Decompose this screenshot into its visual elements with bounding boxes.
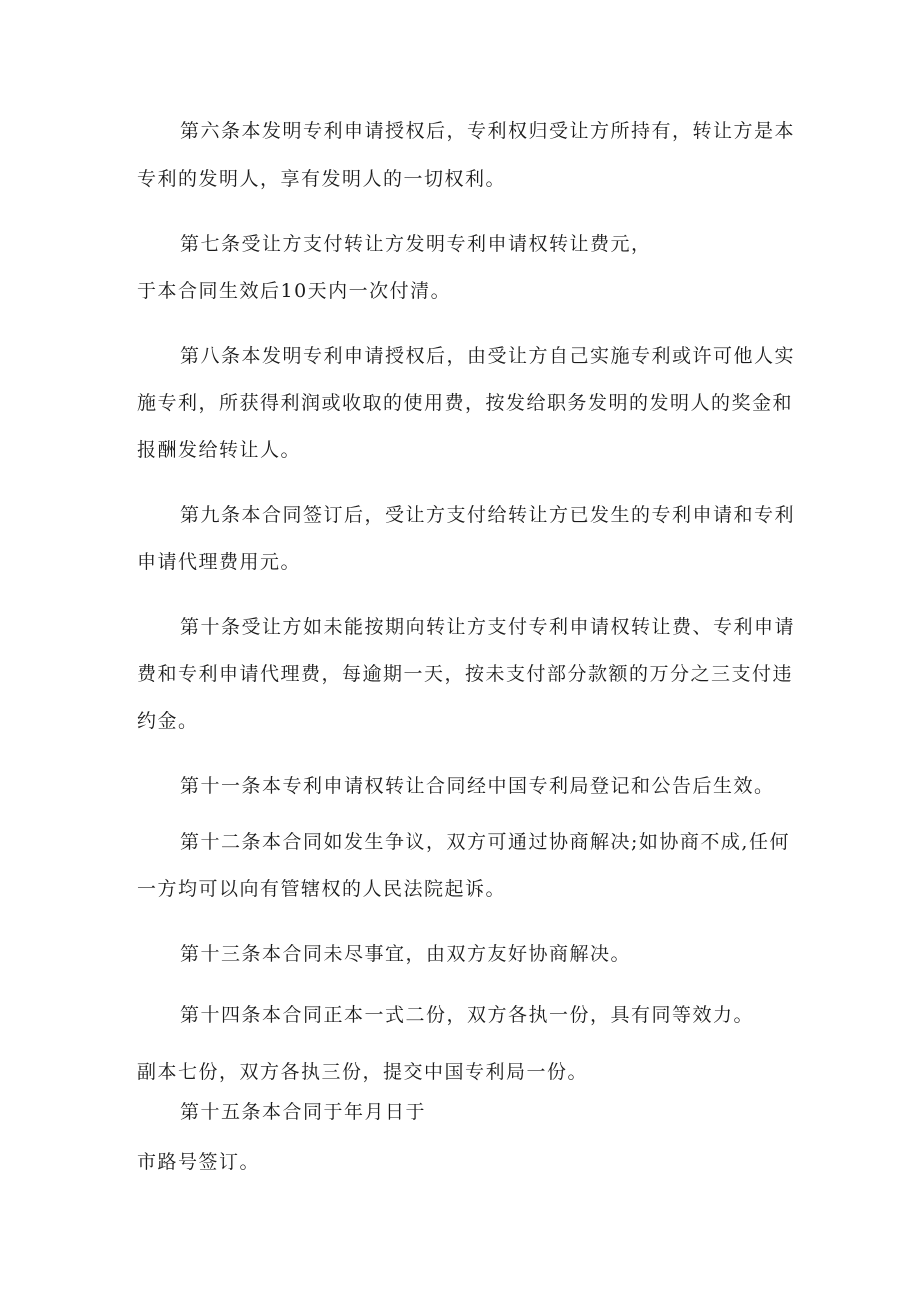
article-9-line-2: 申请代理费用元。	[137, 551, 302, 573]
article-10-line-2: 费和专利申请代理费，每逾期一天，按未支付部分款额的万分之三支付违	[137, 663, 794, 685]
article-8-line-3: 报酬发给转让人。	[137, 439, 302, 461]
article-9-line-1: 第九条本合同签订后，受让方支付给转让方已发生的专利申请和专利	[180, 504, 796, 526]
article-14-line-2: 副本七份，双方各执三份，提交中国专利局一份。	[137, 1061, 589, 1083]
article-7-line-1: 第七条受让方支付转让方发明专利申请权转让费元，	[180, 233, 652, 255]
article-13-line-1: 第十三条本合同未尽事宜，由双方友好协商解决。	[180, 943, 632, 965]
article-7-line-2: 于本合同生效后10天内一次付清。	[137, 280, 452, 302]
article-6-line-2: 专利的发明人，享有发明人的一切权利。	[137, 168, 507, 190]
article-10-line-1: 第十条受让方如未能按期向转让方支付专利申请权转让费、专利申请	[180, 616, 796, 638]
article-14-line-1: 第十四条本合同正本一式二份，双方各执一份，具有同等效力。	[180, 1004, 755, 1026]
article-15-line-2: 市路号签订。	[137, 1151, 261, 1173]
article-6-line-1: 第六条本发明专利申请授权后，专利权归受让方所持有，转让方是本	[180, 120, 796, 142]
article-8-line-1: 第八条本发明专利申请授权后，由受让方自己实施专利或许可他人实	[180, 345, 796, 367]
article-12-line-1: 第十二条本合同如发生争议，双方可通过协商解决;如协商不成,任何	[180, 831, 790, 853]
article-8-line-2: 施专利，所获得利润或收取的使用费，按发给职务发明的发明人的奖金和	[137, 392, 794, 414]
article-10-line-3: 约金。	[137, 710, 199, 732]
article-11-line-1: 第十一条本专利申请权转让合同经中国专利局登记和公告后生效。	[180, 775, 775, 797]
article-12-line-2: 一方均可以向有管辖权的人民法院起诉。	[137, 878, 507, 900]
article-15-line-1: 第十五条本合同于年月日于	[180, 1101, 427, 1123]
